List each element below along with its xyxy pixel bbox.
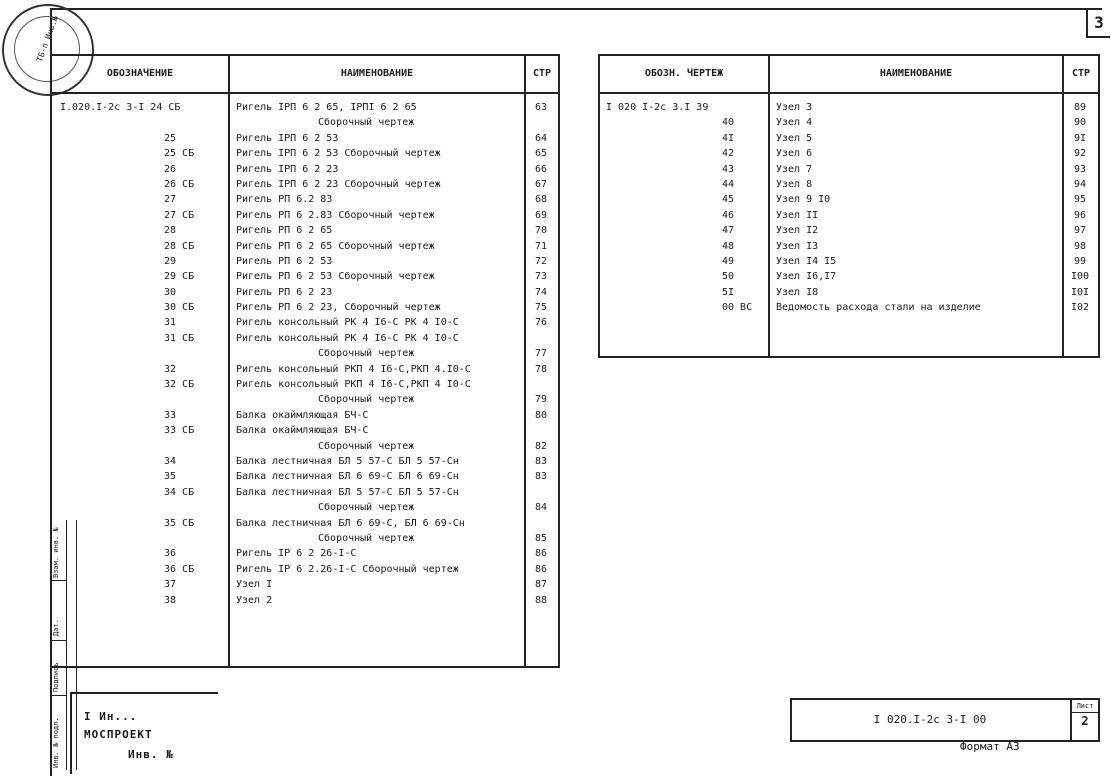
- table-row: [52, 208, 558, 223]
- sheet-value: 2: [1081, 714, 1089, 728]
- row-page: 82: [534, 440, 548, 452]
- row-page: 75: [534, 302, 548, 314]
- table-row: [52, 362, 558, 377]
- row-name: Узел I2: [776, 225, 819, 237]
- row-page: I00: [1070, 271, 1090, 283]
- row-page: 77: [534, 348, 548, 360]
- row-name: Ригель РП 6 2 23, Сборочный чертеж: [236, 302, 441, 314]
- row-name: Узел 7: [776, 163, 813, 175]
- row-designation: 28: [164, 225, 177, 237]
- row-name: Ведомость расхода стали на изделие: [776, 302, 981, 314]
- table-row: [52, 146, 558, 161]
- header-name: НАИМЕНОВАНИЕ: [340, 68, 414, 79]
- row-page: 95: [1073, 194, 1087, 206]
- table-row: [600, 254, 1098, 269]
- row-name: Ригель консольный РКП 4 I6-С,РКП 4 I0-С: [236, 379, 471, 391]
- row-designation: 27 СБ: [164, 209, 195, 221]
- row-name: Узел II: [776, 209, 819, 221]
- row-page: 74: [534, 286, 548, 298]
- table-row: [52, 377, 558, 392]
- organization-stamp: [70, 692, 218, 774]
- format-label: Формат А3: [960, 740, 1020, 753]
- row-designation: I 020 I-2с 3.I 39: [606, 102, 709, 113]
- row-designation: 4I: [722, 132, 735, 144]
- table-row: [52, 100, 558, 115]
- row-designation: 34 СБ: [164, 486, 195, 498]
- table-row: [52, 331, 558, 346]
- table-row: [600, 177, 1098, 192]
- side-label-date: Дат.: [52, 619, 60, 636]
- row-name: Ригель РП 6 2 65 Сборочный чертеж: [236, 240, 435, 252]
- row-page: 63: [534, 102, 548, 113]
- row-designation: 32 СБ: [164, 379, 195, 391]
- row-page: 83: [534, 455, 548, 467]
- row-name: Узел I3: [776, 240, 819, 252]
- table-row: [600, 285, 1098, 300]
- row-name: Ригель консольный РК 4 I6-С РК 4 I0-С: [236, 332, 459, 344]
- right-contents-table: [598, 54, 1100, 358]
- table-row: [52, 546, 558, 561]
- side-label-sign: Подпись: [52, 662, 60, 692]
- row-page: 72: [534, 255, 548, 267]
- row-name: Балка лестничная БЛ 5 57-С БЛ 5 57-Сн: [236, 455, 459, 467]
- row-name: Ригель РП 6 2.83 Сборочный чертеж: [236, 209, 435, 221]
- row-page: 96: [1073, 209, 1087, 221]
- row-name: Сборочный чертеж: [318, 440, 415, 452]
- table-row: [52, 439, 558, 454]
- table-row: [52, 223, 558, 238]
- row-page: 87: [534, 579, 548, 591]
- sheet-cell: [1070, 700, 1098, 740]
- row-designation: 49: [722, 255, 735, 267]
- row-name: Ригель IРП 6 2 23 Сборочный чертеж: [236, 178, 441, 190]
- table-row: [52, 177, 558, 192]
- row-page: 92: [1073, 148, 1087, 160]
- table-row: [52, 346, 558, 361]
- row-name: Узел 5: [776, 132, 813, 144]
- table-row: [600, 115, 1098, 130]
- row-page: 76: [534, 317, 548, 329]
- right-table-rows: [600, 100, 1098, 315]
- row-name: Узел 9 I0: [776, 194, 831, 206]
- sheet-label: Лист: [1072, 700, 1098, 713]
- row-designation: 25 СБ: [164, 148, 195, 160]
- row-name: Ригель РП 6 2 53: [236, 255, 333, 267]
- table-row: [600, 223, 1098, 238]
- row-name: Узел 2: [236, 594, 273, 606]
- table-row: [52, 577, 558, 592]
- row-page: 89: [1073, 102, 1087, 113]
- row-designation: 28 СБ: [164, 240, 195, 252]
- row-name: Ригель консольный РК 4 I6-С РК 4 I0-С: [236, 317, 459, 329]
- row-page: 70: [534, 225, 548, 237]
- right-table-header: [600, 56, 1098, 94]
- row-designation: 48: [722, 240, 735, 252]
- table-row: [52, 285, 558, 300]
- row-designation: 45: [722, 194, 735, 206]
- row-designation: 50: [722, 271, 735, 283]
- table-row: [52, 423, 558, 438]
- row-page: 99: [1073, 255, 1087, 267]
- row-name: Сборочный чертеж: [318, 348, 415, 360]
- table-row: [600, 100, 1098, 115]
- row-name: Ригель IРП 6 2 53: [236, 132, 339, 144]
- row-name: Ригель РП 6 2 53 Сборочный чертеж: [236, 271, 435, 283]
- row-page: 94: [1073, 178, 1087, 190]
- table-row: [52, 131, 558, 146]
- table-row: [600, 192, 1098, 207]
- row-page: 85: [534, 532, 548, 544]
- row-name: Ригель IРП 6 2 23: [236, 163, 339, 175]
- row-designation: 35: [164, 471, 177, 483]
- table-row: [52, 239, 558, 254]
- table-row: [600, 269, 1098, 284]
- row-page: 66: [534, 163, 548, 175]
- table-row: [600, 300, 1098, 315]
- table-row: [52, 300, 558, 315]
- row-name: Ригель консольный РКП 4 I6-С,РКП 4.I0-С: [236, 363, 471, 375]
- row-page: 88: [534, 594, 548, 606]
- row-name: Ригель РП 6.2 83: [236, 194, 333, 206]
- row-designation: 29 СБ: [164, 271, 195, 283]
- row-name: Ригель IРП 6 2 65, IРПI 6 2 65: [236, 102, 417, 113]
- header-designation: ОБОЗНАЧЕНИЕ: [106, 68, 174, 79]
- row-page: 78: [534, 363, 548, 375]
- row-name: Балка лестничная БЛ 5 57-С БЛ 5 57-Сн: [236, 486, 459, 498]
- row-designation: 00 ВС: [722, 302, 753, 314]
- table-row: [52, 593, 558, 608]
- table-row: [600, 162, 1098, 177]
- row-designation: 31 СБ: [164, 332, 195, 344]
- table-row: [52, 269, 558, 284]
- row-name: Балка лестничная БЛ 6 69-С, БЛ 6 69-Сн: [236, 517, 465, 529]
- row-page: 64: [534, 132, 548, 144]
- row-page: I02: [1070, 302, 1090, 314]
- row-designation: 33 СБ: [164, 425, 195, 437]
- row-page: 86: [534, 563, 548, 575]
- row-page: 86: [534, 548, 548, 560]
- row-name: Узел I: [236, 579, 273, 591]
- row-name: Балка окаймляющая БЧ-С: [236, 409, 369, 421]
- table-row: [52, 469, 558, 484]
- row-designation: 35 СБ: [164, 517, 195, 529]
- row-name: Узел 8: [776, 178, 813, 190]
- row-name: Узел I4 I5: [776, 255, 837, 267]
- row-designation: 44: [722, 178, 735, 190]
- row-page: 90: [1073, 117, 1087, 129]
- row-page: 73: [534, 271, 548, 283]
- row-name: Ригель IР 6 2.26-I-С Сборочный чертеж: [236, 563, 459, 575]
- header-name: НАИМЕНОВАНИЕ: [879, 68, 953, 79]
- table-row: [52, 192, 558, 207]
- row-page: I0I: [1070, 286, 1090, 298]
- row-name: Узел 4: [776, 117, 813, 129]
- row-page: 67: [534, 178, 548, 190]
- row-name: Сборочный чертеж: [318, 394, 415, 406]
- row-name: Ригель РП 6 2 65: [236, 225, 333, 237]
- table-row: [52, 392, 558, 407]
- row-page: 93: [1073, 163, 1087, 175]
- row-page: 80: [534, 409, 548, 421]
- org-stamp-line2: МОСПРОЕКТ: [84, 728, 153, 741]
- table-row: [52, 115, 558, 130]
- row-designation: 37: [164, 579, 177, 591]
- row-designation: 25: [164, 132, 177, 144]
- org-stamp-line1: I Ин...: [84, 710, 138, 723]
- row-page: 69: [534, 209, 548, 221]
- table-row: [600, 131, 1098, 146]
- row-designation: 43: [722, 163, 735, 175]
- table-row: [52, 162, 558, 177]
- row-designation: 38: [164, 594, 177, 606]
- table-row: [52, 254, 558, 269]
- table-row: [52, 516, 558, 531]
- row-designation: 26 СБ: [164, 178, 195, 190]
- left-contents-table: [50, 54, 560, 668]
- table-row: [52, 500, 558, 515]
- row-designation: 30: [164, 286, 177, 298]
- row-page: 65: [534, 148, 548, 160]
- row-page: 83: [534, 471, 548, 483]
- side-label-inv: Инв. № подл.: [52, 717, 60, 768]
- row-page: 98: [1073, 240, 1087, 252]
- header-page: СТР: [532, 68, 552, 79]
- row-designation: 31: [164, 317, 177, 329]
- row-name: Ригель РП 6 2 23: [236, 286, 333, 298]
- round-stamp-text: ТБ-п Инв.№: [35, 14, 60, 64]
- row-page: 68: [534, 194, 548, 206]
- row-name: Балка окаймляющая БЧ-С: [236, 425, 369, 437]
- row-designation: I.020.I-2с 3-I 24 СБ: [60, 102, 181, 113]
- row-designation: 30 СБ: [164, 302, 195, 314]
- table-row: [52, 485, 558, 500]
- row-name: Узел I8: [776, 286, 819, 298]
- left-table-rows: [52, 100, 558, 608]
- row-name: Сборочный чертеж: [318, 532, 415, 544]
- table-row: [600, 146, 1098, 161]
- header-page: СТР: [1071, 68, 1091, 79]
- row-page: 97: [1073, 225, 1087, 237]
- row-name: Ригель IРП 6 2 53 Сборочный чертеж: [236, 148, 441, 160]
- table-row: [52, 315, 558, 330]
- row-designation: 42: [722, 148, 735, 160]
- header-designation: ОБОЗН. ЧЕРТЕЖ: [644, 68, 724, 79]
- row-designation: 34: [164, 455, 177, 467]
- row-page: 9I: [1073, 132, 1087, 144]
- row-page: 79: [534, 394, 548, 406]
- sheet-number-top: 3: [1086, 10, 1110, 38]
- table-row: [52, 531, 558, 546]
- row-name: Балка лестничная БЛ 6 69-С БЛ 6 69-Сн: [236, 471, 459, 483]
- table-row: [600, 239, 1098, 254]
- row-designation: 5I: [722, 286, 735, 298]
- row-designation: 26: [164, 163, 177, 175]
- side-divider: [52, 695, 66, 696]
- row-designation: 46: [722, 209, 735, 221]
- row-name: Ригель IР 6 2 26-I-С: [236, 548, 357, 560]
- org-stamp-line3: Инв. №: [128, 748, 174, 761]
- row-designation: 47: [722, 225, 735, 237]
- row-designation: 33: [164, 409, 177, 421]
- row-name: Узел 6: [776, 148, 813, 160]
- table-row: [52, 408, 558, 423]
- side-label-replace: Взам. инв. №: [52, 527, 60, 578]
- row-name: Сборочный чертеж: [318, 117, 415, 129]
- row-name: Сборочный чертеж: [318, 502, 415, 514]
- row-designation: 27: [164, 194, 177, 206]
- row-name: Узел I6,I7: [776, 271, 837, 283]
- title-block: [790, 698, 1100, 742]
- row-name: Узел 3: [776, 102, 813, 113]
- table-row: [600, 208, 1098, 223]
- row-page: 71: [534, 240, 548, 252]
- row-designation: 36: [164, 548, 177, 560]
- row-designation: 40: [722, 117, 735, 129]
- row-designation: 29: [164, 255, 177, 267]
- document-code: I 020.I-2с 3-I 00: [873, 713, 987, 726]
- row-designation: 36 СБ: [164, 563, 195, 575]
- table-row: [52, 454, 558, 469]
- left-table-header: [52, 56, 558, 94]
- row-page: 84: [534, 502, 548, 514]
- row-designation: 32: [164, 363, 177, 375]
